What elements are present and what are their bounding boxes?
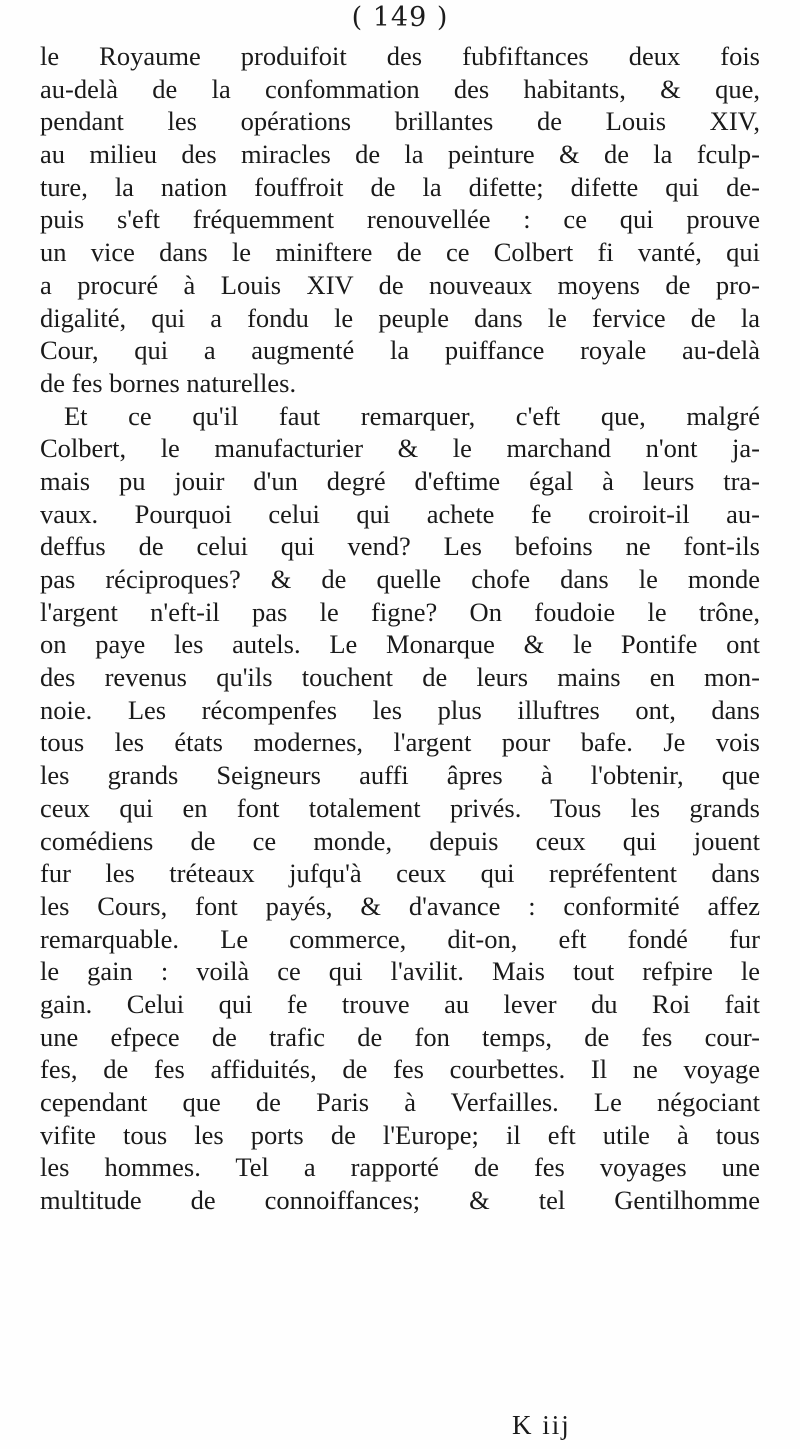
text-line: fes, de fes affiduités, de fes courbettes. Il ne voyage (40, 1054, 760, 1085)
text-line: comédiens de ce monde, depuis ceux qui jouent (40, 825, 760, 856)
text-line: Et ce qu'il faut remarquer, c'eft que, malgré (64, 400, 760, 431)
text-line: vifite tous les ports de l'Europe; il eft utile à tous (40, 1119, 760, 1150)
body-text (40, 40, 760, 1217)
text-line: ceux qui en font totalement privés. Tous les grands (40, 792, 760, 823)
text-line: ture, la nation fouffroit de la difette; difette qui de- (40, 171, 760, 202)
text-line: le Royaume produifoit des fubfiftances deux fois (40, 41, 760, 71)
signature-mark: K iij (512, 1410, 571, 1440)
text-line: multitude de connoiffances; & tel Gentilhomme (40, 1185, 760, 1216)
text-line: vaux. Pourquoi celui qui achete fe croiroit-il au- (40, 498, 760, 529)
text-line: tous les états modernes, l'argent pour bafe. Je vois (40, 727, 760, 758)
text-line: Colbert, le manufacturier & le marchand n'ont ja- (40, 433, 760, 464)
text-line: cependant que de Paris à Verfailles. Le négociant (40, 1087, 760, 1117)
text-line: de fes bornes naturelles. (40, 367, 297, 398)
text-line: Cour, qui a augmenté la puiffance royale au-delà (40, 335, 760, 366)
text-line: remarquable. Le commerce, dit-on, eft fondé fur (40, 923, 760, 954)
text-line: a procuré à Louis XIV de nouveaux moyens de pro- (40, 269, 760, 300)
text-line: les hommes. Tel a rapporté de fes voyages une (40, 1152, 760, 1183)
text-line: le gain : voilà ce qui l'avilit. Mais tout refpire le (40, 956, 760, 987)
text-line: puis s'eft fréquemment renouvellée : ce qui prouve (40, 204, 760, 235)
text-line: pendant les opérations brillantes de Louis XIV, (40, 106, 760, 137)
text-line: une efpece de trafic de fon temps, de fes cour- (40, 1021, 760, 1052)
text-line: fur les tréteaux jufqu'à ceux qui repréfentent dans (40, 858, 760, 889)
text-line: digalité, qui a fondu le peuple dans le fervice de la (40, 302, 760, 333)
text-line: les grands Seigneurs auffi âpres à l'obtenir, que (40, 760, 760, 791)
text-line: des revenus qu'ils touchent de leurs mains en mon- (40, 662, 760, 693)
text-line: au-delà de la confommation des habitants, & que, (40, 73, 760, 104)
page-number: ( 149 ) (351, 2, 449, 33)
text-line: gain. Celui qui fe trouve au lever du Roi fait (40, 988, 760, 1019)
text-line: on paye les autels. Le Monarque & le Pontife ont (40, 629, 760, 660)
text-line: mais pu jouir d'un degré d'eftime égal à leurs tra- (40, 465, 760, 496)
text-line: un vice dans le miniftere de ce Colbert fi vanté, qui (40, 237, 760, 268)
text-line: deffus de celui qui vend? Les befoins ne font-ils (40, 531, 760, 562)
text-line: pas réciproques? & de quelle chofe dans le monde (40, 564, 760, 594)
text-line: au milieu des miracles de la peinture & de la fculp- (40, 139, 760, 170)
text-line: l'argent n'eft-il pas le figne? On foudoie le trône, (40, 596, 760, 627)
text-line: noie. Les récompenfes les plus illuftres ont, dans (40, 694, 760, 725)
text-line: les Cours, font payés, & d'avance : conformité affez (40, 890, 760, 921)
